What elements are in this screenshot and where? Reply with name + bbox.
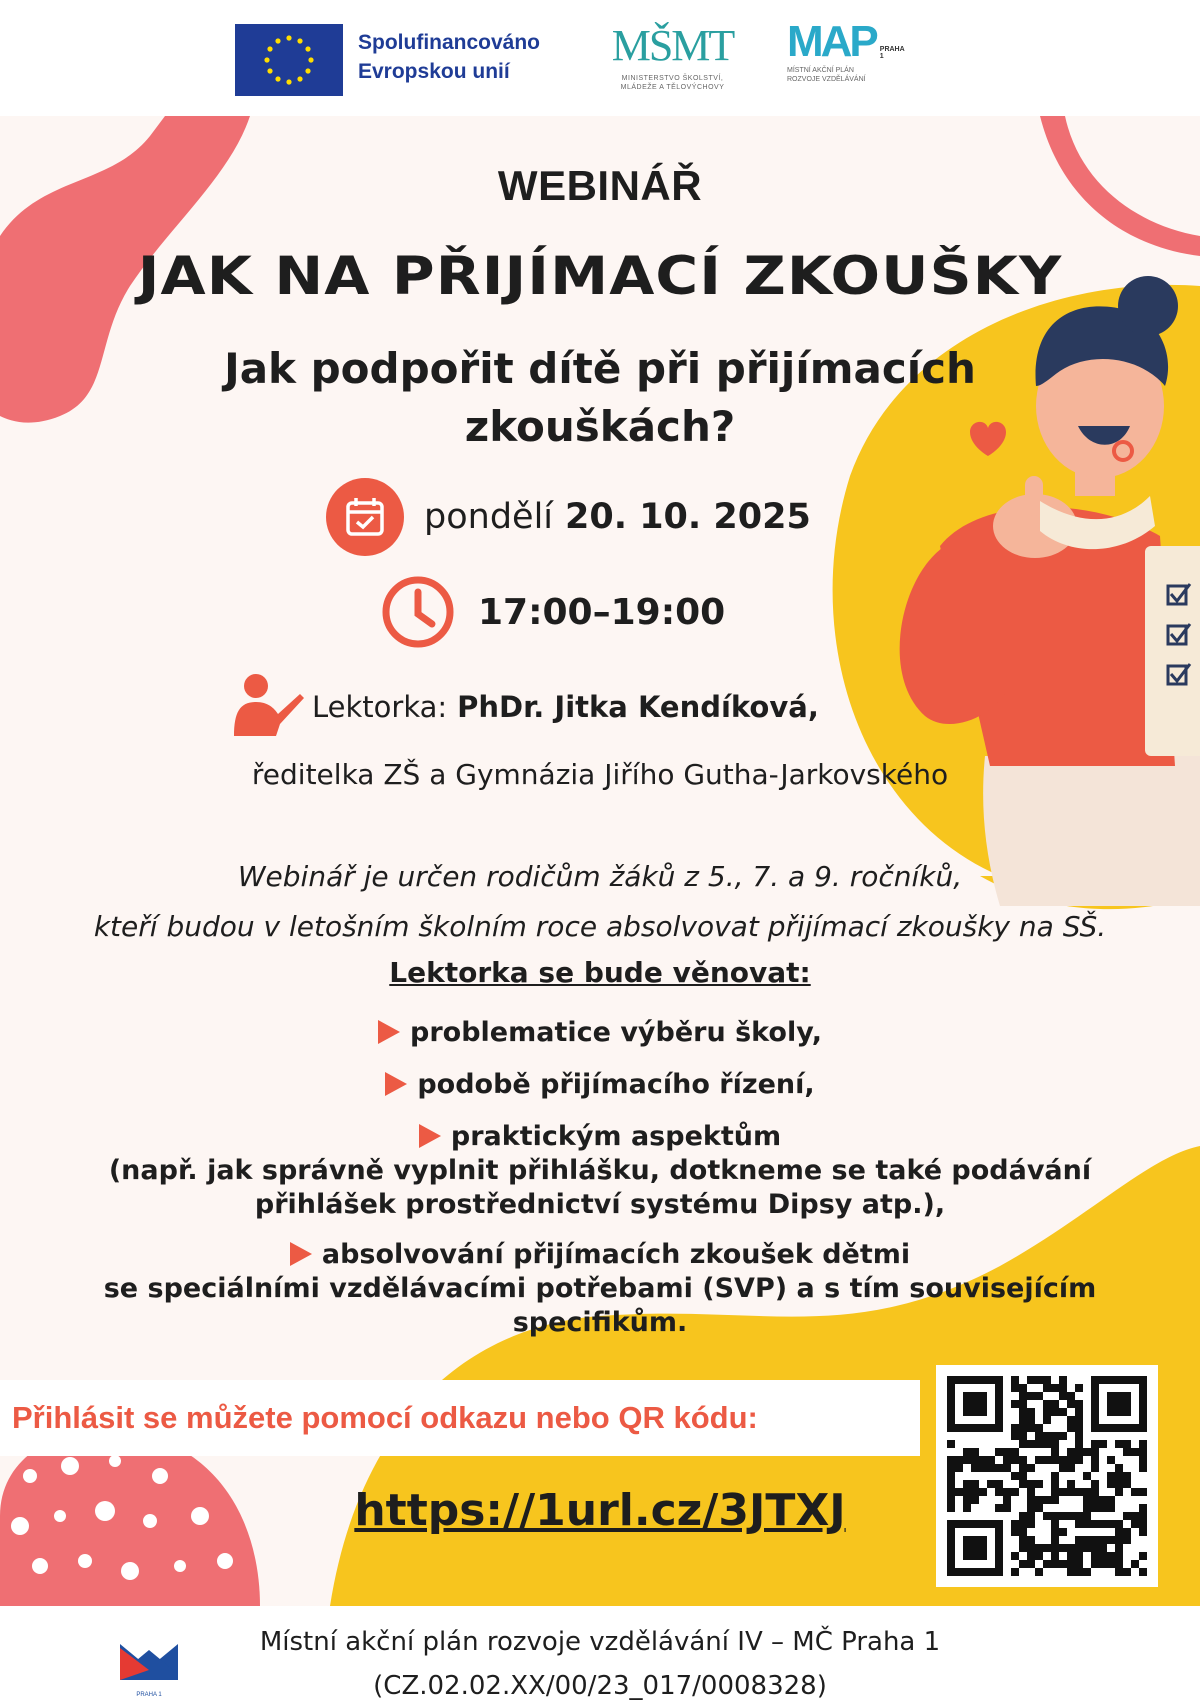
logo-header [0,0,1200,116]
intro-line2: kteří budou v letošním školním roce absolvovat přijímací zkoušky na SŠ. [93,910,1107,943]
intro-text [0,852,1200,952]
event-time: 17:00–19:00 [478,591,726,633]
eu-text-line2: Evropskou unií [358,60,510,83]
intro-line1: Webinář je určen rodičům žáků z 5., 7. a 9. ročníků, [237,860,963,893]
topic-1: problematice výběru školy, [410,1017,822,1048]
lecturer-name: PhDr. Jitka Kendíková, [457,690,819,724]
bullet-triangle-icon [419,1124,441,1148]
bullet-triangle-icon [378,1020,400,1044]
lecturer-role: ředitelka ZŠ a Gymnázia Jiřího Gutha-Jarkovského [251,758,949,791]
lecturer-icon [226,672,306,742]
praha1-caption: PRAHA 1 [136,1692,162,1698]
map-sub-line2: ROZVOJE VZDĚLÁVÁNÍ [787,76,866,83]
footer-text [180,1620,1020,1704]
map-praha-label: PRAHA 1 [879,46,905,60]
calendar-icon [326,478,404,556]
date-row [326,478,811,556]
registration-link[interactable]: https://1url.cz/3JTXJ [354,1485,846,1536]
map-sub-line1: MÍSTNÍ AKČNÍ PLÁN [787,67,854,74]
event-date: 20. 10. 2025 [565,497,811,537]
eu-flag-icon [235,24,343,96]
clock-icon [378,572,458,652]
topic-2: podobě přijímacího řízení, [417,1069,815,1100]
topic-4-line2: se speciálními vzdělávacími potřebami (SVP) a s tím souvisejícím [103,1273,1097,1304]
topic-item [0,1238,1200,1340]
map-logo-mark: MAP [787,17,876,66]
msmt-sub-line1: MINISTERSTVO ŠKOLSTVÍ, [621,75,724,82]
topic-3-title: praktickým aspektům [450,1121,782,1152]
topic-4-line3: specifikům. [512,1307,688,1338]
map-logo [787,18,907,84]
footer-line1: Místní akční plán rozvoje vzdělávání IV – MČ Praha 1 [259,1627,941,1657]
bullet-triangle-icon [290,1242,312,1266]
event-subtitle [0,340,1200,456]
event-day: pondělí [424,497,554,537]
subtitle-line2: zkouškách? [464,402,736,451]
topic-3-line3: přihlášek prostřednictví systému Dipsy atp.), [254,1189,946,1220]
topic-item [0,1016,1200,1050]
praha1-logo [120,1630,178,1698]
time-row [378,572,725,652]
topic-3-line2: (např. jak správně vyplnit přihlášku, dotkneme se také podávání [108,1155,1092,1186]
event-title: JAK NA PŘIJÍMACÍ ZKOUŠKY [137,246,1063,307]
lecturer-label: Lektorka: [312,690,448,724]
msmt-logo-mark: MŠMT [611,21,734,70]
footer-line2: (CZ.02.02.XX/00/23_017/0008328) [373,1671,827,1701]
topics-heading: Lektorka se bude věnovat: [389,956,811,989]
registration-text: Přihlásit se můžete pomocí odkazu nebo QR kódu: [12,1400,758,1435]
msmt-sub-line2: MLÁDEŽE A TĚLOVÝCHOVY [620,84,725,91]
lecturer-row [226,672,819,742]
eu-text-line1: Spolufinancováno [358,31,541,54]
registration-banner [0,1380,920,1456]
subtitle-line1: Jak podpořit dítě při přijímacích [224,344,976,393]
eu-cofinance-text [358,28,540,86]
qr-code[interactable] [936,1365,1158,1587]
bullet-triangle-icon [385,1072,407,1096]
topic-4-title: absolvování přijímacích zkoušek dětmi [321,1239,911,1270]
topic-item [0,1120,1200,1222]
event-kind: WEBINÁŘ [497,162,703,209]
topic-item [0,1068,1200,1102]
msmt-logo [600,18,745,92]
